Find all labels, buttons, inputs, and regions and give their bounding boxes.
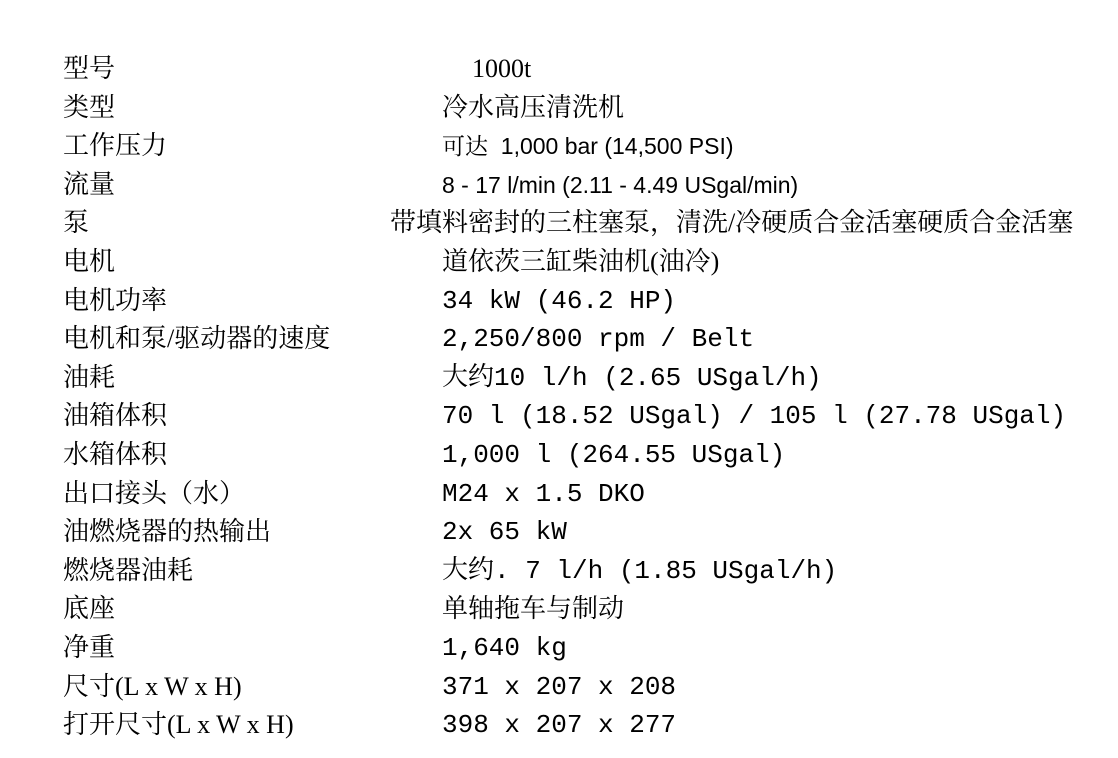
spec-value: 单轴拖车与制动: [442, 594, 625, 624]
spec-value: 大约. 7 l/h (1.85 USgal/h): [442, 555, 838, 586]
spec-row: [0, 89, 1118, 128]
spec-label: 油耗: [63, 362, 116, 392]
spec-label: 燃烧器油耗: [63, 555, 194, 585]
spec-value: 1,000 l (264.55 USgal): [442, 439, 786, 470]
spec-value: 2x 65 kW: [442, 517, 567, 548]
spec-label: 水箱体积: [63, 439, 168, 469]
spec-value: 带填料密封的三柱塞泵，清洗/冷硬质合金活塞硬质合金活塞: [390, 208, 1074, 238]
spec-value: 398 x 207 x 277: [442, 710, 677, 741]
spec-row: [0, 50, 1118, 89]
spec-label: 泵: [63, 208, 90, 238]
spec-row: [0, 127, 1118, 166]
spec-label: 电机: [63, 246, 116, 276]
spec-value: 道依茨三缸柴油机(油冷): [442, 246, 720, 276]
spec-row: [0, 590, 1118, 629]
spec-value: 70 l (18.52 USgal) / 105 l (27.78 USgal): [442, 401, 1067, 432]
spec-row: [0, 475, 1118, 514]
spec-value: 8 - 17 l/min (2.11 - 4.49 USgal/min): [442, 171, 799, 198]
spec-label: 底座: [63, 594, 116, 624]
spec-label: 净重: [63, 632, 116, 662]
spec-value: 冷水高压清洗机: [442, 92, 625, 122]
spec-row: [0, 243, 1118, 282]
spec-value: 1,640 kg: [442, 632, 567, 663]
spec-label: 工作压力: [63, 131, 168, 161]
spec-label: 电机功率: [63, 285, 168, 315]
spec-table: [0, 50, 1118, 745]
spec-label: 流量: [63, 169, 116, 199]
spec-value: M24 x 1.5 DKO: [442, 478, 645, 509]
spec-row: [0, 282, 1118, 321]
spec-row: [0, 359, 1118, 398]
spec-label: 油箱体积: [63, 401, 168, 431]
spec-value: 大约10 l/h (2.65 USgal/h): [442, 362, 822, 393]
spec-row: [0, 513, 1118, 552]
spec-value: 34 kW (46.2 HP): [442, 285, 677, 316]
spec-label: 油燃烧器的热输出: [63, 517, 272, 547]
spec-value: 可达 1,000 bar (14,500 PSI): [442, 133, 734, 160]
spec-row: [0, 397, 1118, 436]
spec-value: 2,250/800 rpm / Belt: [442, 324, 755, 355]
spec-row: [0, 706, 1118, 745]
spec-row: [0, 320, 1118, 359]
spec-label: 尺寸(L x W x H): [63, 671, 242, 701]
spec-row: [0, 436, 1118, 475]
spec-row: [0, 552, 1118, 591]
spec-label: 电机和泵/驱动器的速度: [63, 324, 331, 354]
spec-row: [0, 166, 1118, 205]
spec-row: [0, 629, 1118, 668]
spec-row: [0, 204, 1118, 243]
spec-value: 1000t: [472, 54, 532, 83]
spec-label: 打开尺寸(L x W x H): [63, 710, 294, 740]
spec-label: 型号: [63, 54, 116, 83]
spec-row: [0, 668, 1118, 707]
spec-label: 出口接头（水）: [63, 478, 246, 508]
spec-label: 类型: [63, 92, 116, 122]
spec-value: 371 x 207 x 208: [442, 671, 677, 702]
